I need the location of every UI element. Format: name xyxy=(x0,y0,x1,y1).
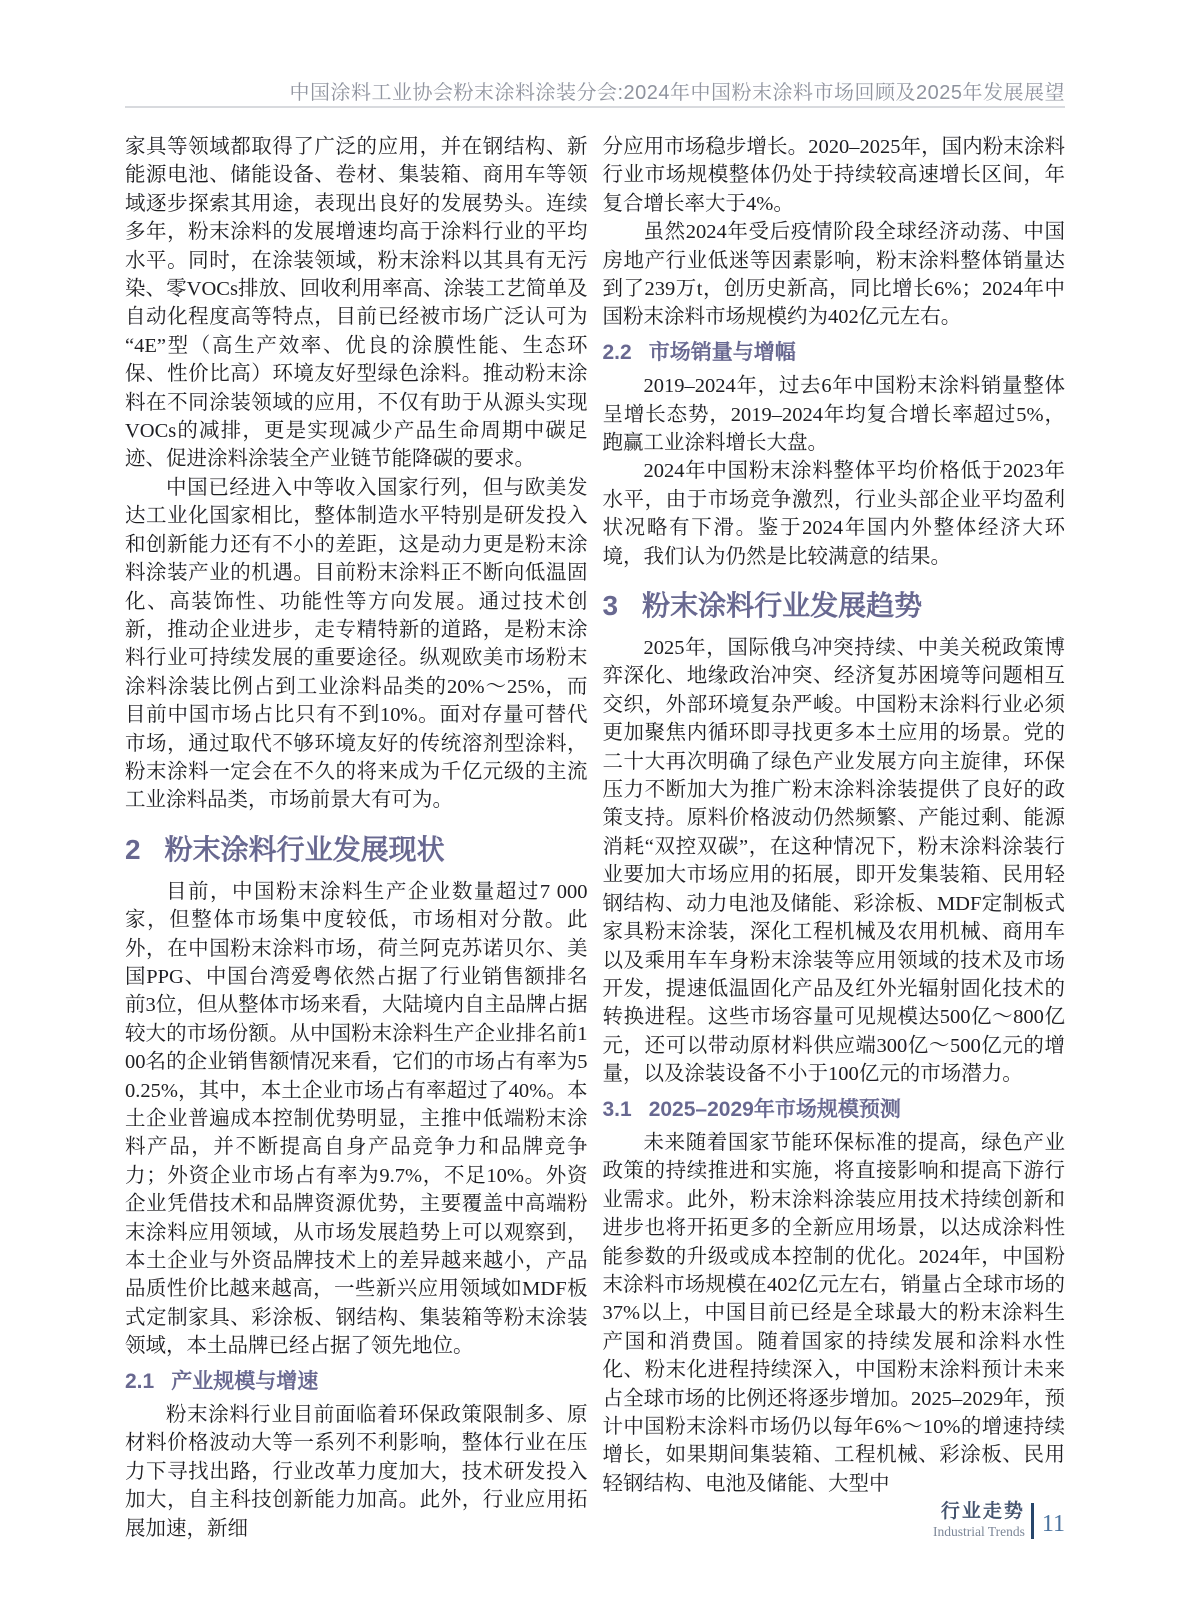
paragraph: 未来随着国家节能环保标准的提高，绿色产业政策的持续推进和实施，将直接影响和提高下游行业需求。此外，粉末涂料涂装应用技术持续创新和进步也将开拓更多的全新应用场景，以达成涂料性能参数的升级或成本控制的优化。2024年，中国粉末涂料市场规模在402亿元左右，销量占全球市场的37%以上，中国目前已经是全球最大的粉末涂料生产国和消费国。随着国家的持续发展和涂料水性化、粉末化进程持续深入，中国粉末涂料预计未来占全球市场的比例还将逐步增加。2025–2029年，预计中国粉末涂料市场仍以每年6%～10%的增速持续增长，如果期间集装箱、工程机械、彩涂板、民用轻钢结构、电池及储能、大型中 xyxy=(602,1131,1065,1495)
paragraph: 目前，中国粉末涂料生产企业数量超过7 000家，但整体市场集中度较低，市场相对分散。此外，在中国粉末涂料市场，荷兰阿克苏诺贝尔、美国PPG、中国台湾爱粤依然占据了行业销售额排名前3位，但从整体市场来看，大陆境内自主品牌占据较大的市场份额。从中国粉末涂料生产企业排名前100名的企业销售额情况来看，它们的市场占有率为50.25%，其中，本土企业市场占有率超过了40%。本土企业普遍成本控制优势明显，主推中低端粉末涂料产品，并不断提高自身产品竞争力和品牌竞争力；外资企业市场占有率为9.7%，不足10%。外资企业凭借技术和品牌资源优势，主要覆盖中高端粉末涂料应用领域，从市场发展趋势上可以观察到，本土企业与外资品牌技术上的差异越来越小，产品品质性价比越来越高，一些新兴应用领域如MDF板式定制家具、彩涂板、钢结构、集装箱等粉末涂装领域，本土品牌已经占据了领先地位。 xyxy=(125,880,588,1358)
section-heading xyxy=(603,588,1066,623)
heading-number: 2.2 xyxy=(602,340,632,364)
page-footer xyxy=(933,1502,1065,1540)
subsection-heading xyxy=(603,1096,1066,1124)
paragraph: 虽然2024年受后疫情阶段全球经济动荡、中国房地产行业低迷等因素影响，粉末涂料整体销量达到了239万t，创历史新高，同比增长6%；2024年中国粉末涂料市场规模约为402亿元左右。 xyxy=(602,221,1065,329)
paragraph: 粉末涂料行业目前面临着环保政策限制多、原材料价格波动大等一系列不利影响，整体行业在压力下寻找出路，行业改革力度加大，技术研发投入加大，自主科技创新能力加高。此外，行业应用拓展加速，新细 xyxy=(125,1404,588,1540)
left-column xyxy=(125,133,588,1543)
paragraph: 分应用市场稳步增长。2020–2025年，国内粉末涂料行业市场规模整体仍处于持续较高速增长区间，年复合增长率大于4%。 xyxy=(602,136,1065,215)
heading-number: 3 xyxy=(602,590,619,622)
heading-title: 粉末涂料行业发展现状 xyxy=(164,833,445,865)
paragraph: 家具等领域都取得了广泛的应用，并在钢结构、新能源电池、储能设备、卷材、集装箱、商用车等领域逐步探索其用途，表现出良好的发展势头。连续多年，粉末涂料的发展增速均高于涂料行业的平均水平。同时，在涂装领域，粉末涂料以其具有无污染、零VOCs排放、回收利用率高、涂装工艺简单及自动化程度高等特点，目前已经被市场广泛认可为“4E”型（高生产效率、优良的涂膜性能、生态环保、性价比高）环境友好型绿色涂料。推动粉末涂料在不同涂装领域的应用，不仅有助于从源头实现VOCs的减排，更是实现减少产品生命周期中碳足迹、促进涂料涂装全产业链节能降碳的要求。 xyxy=(125,136,588,471)
paragraph: 2024年中国粉末涂料整体平均价格低于2023年水平，由于市场竞争激烈，行业头部企业平均盈利状况略有下滑。鉴于2024年国内外整体经济大环境，我们认为仍然是比较满意的结果。 xyxy=(602,460,1065,568)
heading-number: 3.1 xyxy=(602,1097,632,1121)
section-heading xyxy=(125,832,588,867)
paragraph: 2025年，国际俄乌冲突持续、中美关税政策博弈深化、地缘政治冲突、经济复苏困境等问题相互交织，外部环境复杂严峻。中国粉末涂料行业必须更加聚焦内循环即寻找更多本土应用的场景。党的二十大再次明确了绿色产业发展方向主旋律，环保压力不断加大为推广粉末涂料涂装提供了良好的政策支持。原料价格波动仍然频繁、产能过剩、能源消耗“双控双碳”，在这种情况下，粉末涂料涂装行业要加大市场应用的拓展，即开发集装箱、民用轻钢结构、动力电池及储能、彩涂板、MDF定制板式家具粉末涂装，深化工程机械及农用机械、商用车以及乘用车车身粉末涂装等应用领域的技术及市场开发，提速低温固化产品及红外光辐射固化技术的转换进程。这些市场容量可见规模达500亿～800亿元，还可以带动原材料供应端300亿～500亿元的增量，以及涂装设备不小于100亿元的市场潜力。 xyxy=(602,637,1065,1086)
right-column xyxy=(603,133,1066,1498)
heading-title: 产业规模与增速 xyxy=(171,1369,319,1393)
subsection-heading xyxy=(125,1368,588,1396)
footer-section-label xyxy=(933,1502,1025,1540)
paragraph: 中国已经进入中等收入国家行列，但与欧美发达工业化国家相比，整体制造水平特别是研发投入和创新能力还有不小的差距，这是动力更是粉末涂料涂装产业的机遇。目前粉末涂料正不断向低温固化、高装饰性、功能性等方向发展。通过技术创新，推动企业进步，走专精特新的道路，是粉末涂料行业可持续发展的重要途径。纵观欧美市场粉末涂料涂装比例占到工业涂料品类的20%～25%，而目前中国市场占比只有不到10%。面对存量可替代市场，通过取代不够环境友好的传统溶剂型涂料，粉末涂料一定会在不久的将来成为千亿元级的主流工业涂料品类，市场前景大有可为。 xyxy=(125,476,588,812)
footer-divider xyxy=(1031,1503,1034,1539)
heading-title: 市场销量与增幅 xyxy=(648,340,796,364)
footer-section-en: Industrial Trends xyxy=(933,1523,1025,1539)
heading-number: 2.1 xyxy=(125,1369,155,1393)
header-rule xyxy=(125,106,1065,108)
subsection-heading xyxy=(603,339,1066,367)
heading-title: 粉末涂料行业发展趋势 xyxy=(642,590,923,622)
running-head: 中国涂料工业协会粉末涂料涂装分会:2024年中国粉末涂料市场回顾及2025年发展展望 xyxy=(289,82,1065,104)
heading-title: 2025–2029年市场规模预测 xyxy=(648,1097,901,1121)
paragraph: 2019–2024年，过去6年中国粉末涂料销量整体呈增长态势，2019–2024年均复合增长率超过5%，跑赢工业涂料增长大盘。 xyxy=(602,375,1065,454)
footer-section-cn: 行业走势 xyxy=(940,1501,1025,1522)
page-number: 11 xyxy=(1041,1511,1065,1538)
heading-number: 2 xyxy=(125,833,141,865)
